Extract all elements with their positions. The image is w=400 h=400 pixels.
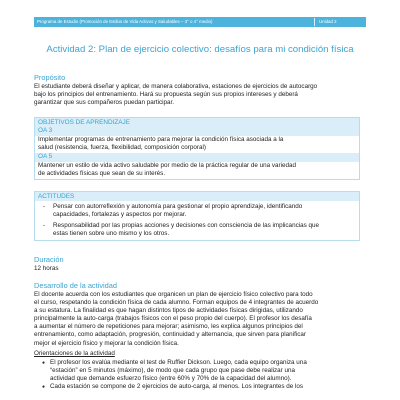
proposito-text bbox=[34, 83, 360, 107]
actitudes-box bbox=[34, 191, 360, 241]
dash-bullet: - bbox=[43, 203, 46, 210]
oa-block bbox=[35, 153, 359, 179]
program-title: Programa de Estudio (Promoción de Estilos de Vida Activos y Saludables – 3° o 4° medio) bbox=[37, 19, 213, 24]
list-item-line: Pensar con autorreflexión y autonomía para gestionar el propio aprendizaje, identificando bbox=[53, 203, 303, 210]
actitudes-heading: ACTITUDES bbox=[35, 192, 359, 201]
list-item bbox=[35, 203, 359, 219]
list-item-line: capacidades, fortalezas y aspectos por mejorar. bbox=[53, 211, 187, 219]
round-bullet: ● bbox=[42, 360, 46, 366]
list-item-line: “estación” en 5 minutos (máximo), de modo que cada grupo que pase debe realizar una bbox=[50, 367, 296, 375]
desarrollo-line: principalmente la auto-carga (trabajos físicos con el peso propio del cuerpo). El profesor los desafía bbox=[34, 315, 312, 323]
oa-text bbox=[35, 162, 359, 180]
orientaciones-heading bbox=[34, 350, 360, 358]
duracion-value bbox=[34, 265, 360, 273]
proposito-line: garantizar que sus compañeros puedan participar. bbox=[34, 99, 175, 107]
oa-line: salud (resistencia, fuerza, flexibilidad, composición corporal) bbox=[38, 144, 206, 152]
objetivos-box bbox=[34, 117, 360, 180]
duracion-text: 12 horas bbox=[34, 265, 59, 272]
list-item-line: Cada estación se compone de 2 ejercicios de auto-carga, al menos. Los integrantes de los bbox=[50, 383, 304, 391]
oa-label: OA 3 bbox=[35, 127, 359, 136]
oa-text bbox=[35, 136, 359, 154]
header-separator bbox=[314, 18, 315, 26]
oa-line: de actividades físicas que sean de su interés. bbox=[38, 170, 166, 178]
orientaciones-heading-text: Orientaciones de la actividad bbox=[34, 350, 115, 357]
proposito-line: bajo los principios del entrenamiento. Hará su propuesta según sus propios intereses y deberá bbox=[34, 91, 298, 99]
actitudes-list bbox=[35, 201, 359, 240]
oa-line: Mantener un estilo de vida activo saludable por medio de la práctica regular de una variedad bbox=[38, 162, 296, 170]
unit-label: Unidad 2 bbox=[319, 19, 337, 24]
header-bar bbox=[34, 17, 366, 27]
desarrollo-line: el curso, respetando la condición física de cada alumno. Forman equipos de 4 integrantes de acuerdo bbox=[34, 299, 319, 307]
desarrollo-heading: Desarrollo de la actividad bbox=[34, 281, 117, 290]
objetivos-heading: OBJETIVOS DE APRENDIZAJE bbox=[35, 118, 359, 127]
list-item-line: Responsabilidad por las propias acciones y decisiones con consciencia de las implicancias que bbox=[53, 222, 320, 230]
list-item bbox=[34, 359, 360, 383]
proposito-line: El estudiante deberá diseñar y aplicar, de manera colaborativa, estaciones de ejercicios de autocargo bbox=[34, 83, 318, 90]
desarrollo-line: entrenamiento, como adaptación, progresión, continuidad y alternancia, que sirven para planificar bbox=[34, 331, 306, 339]
list-item-line: estas tienen sobre uno mismo y los otros. bbox=[53, 230, 170, 238]
list-item bbox=[34, 383, 360, 391]
oa-block bbox=[35, 127, 359, 153]
oa-label: OA 5 bbox=[35, 153, 359, 162]
duracion-heading: Duración bbox=[34, 255, 64, 264]
desarrollo-line: a su estatura. La finalidad es que hagan distintos tipos de actividades físicas dirigidas, utilizando bbox=[34, 307, 303, 315]
list-item-line: El profesor los evalúa mediante el test de Ruffier Dickson. Luego, cada equipo organiza una bbox=[50, 359, 307, 366]
proposito-heading: Propósito bbox=[34, 73, 66, 82]
desarrollo-text bbox=[34, 291, 360, 348]
orientaciones-list bbox=[34, 359, 360, 391]
activity-title: Actividad 2: Plan de ejercicio colectivo: desafíos para mi condición física bbox=[46, 44, 354, 55]
desarrollo-line: mejor el ejercicio físico y mejorar la condición física. bbox=[34, 339, 179, 347]
desarrollo-line: El docente acuerda con los estudiantes que organicen un plan de ejercicio físico colectivo para todo bbox=[34, 291, 313, 298]
oa-line: Implementar programas de entrenamiento para mejorar la condición física asociada a la bbox=[38, 136, 284, 143]
desarrollo-line: a aumentar el número de repeticiones para mejorar; asimismo, les explica algunos principios del bbox=[34, 323, 303, 331]
list-item bbox=[35, 222, 359, 238]
round-bullet: ● bbox=[42, 384, 46, 391]
dash-bullet: - bbox=[43, 222, 46, 230]
list-item-line: actividad que demande esfuerzo físico (entre 60% y 70% de la capacidad del alumno). bbox=[50, 375, 292, 383]
